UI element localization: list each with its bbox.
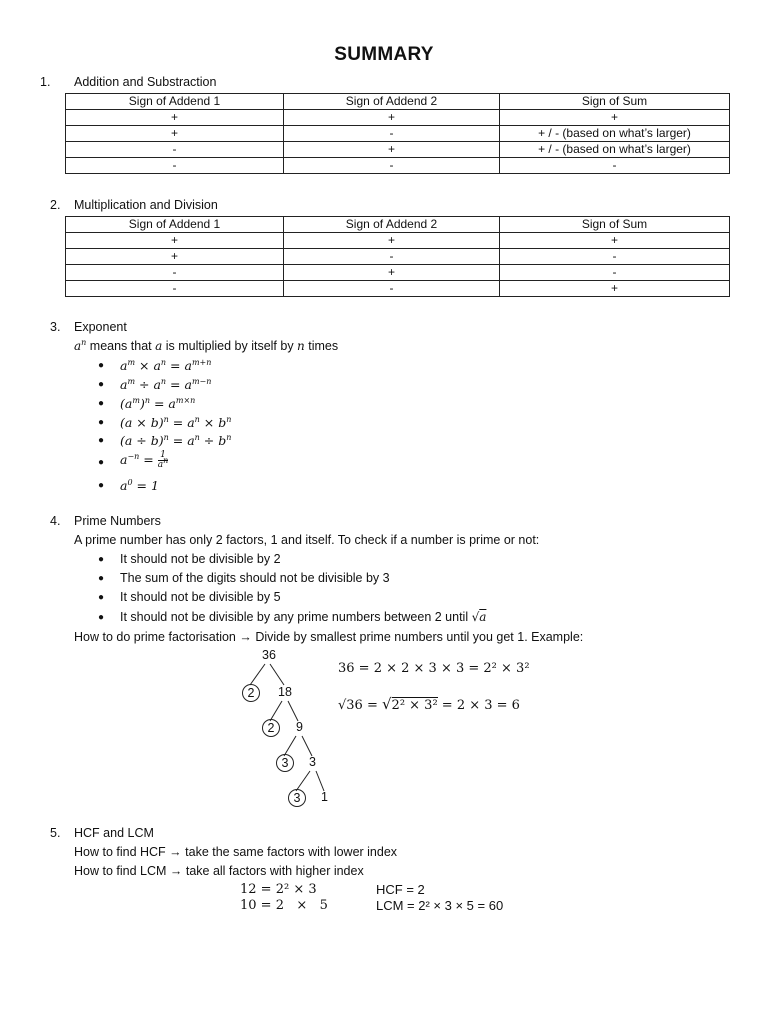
exponent-rule: $a^{-n}$ = $\frac{1}{a^n}$ — [120, 450, 169, 470]
prime-intro: A prime number has only 2 factors, 1 and itself. To check if a number is prime or not: — [74, 533, 540, 547]
factorisation-equation: 36 = 2 × 2 × 3 × 3 = 2² × 3² — [338, 661, 530, 676]
table-cell: + — [66, 249, 284, 265]
tree-node: 18 — [278, 685, 292, 699]
factor-10-equation: 10 = 2 × 5 — [240, 898, 328, 913]
prime-check-text: It should not be divisible by any prime numbers between 2 until — [120, 610, 472, 624]
tree-node: 1 — [321, 790, 328, 804]
table-cell: + — [284, 233, 500, 249]
hcf-method: How to find HCF → take the same factors with lower index — [74, 845, 398, 859]
hcf-result: HCF = 2 — [376, 882, 425, 897]
header-addend-2: Sign of Addend 2 — [284, 217, 500, 233]
exponent-rule: $a^0 = 1$ — [120, 477, 159, 493]
section-number: 5. — [50, 826, 61, 840]
section-number: 2. — [50, 198, 61, 212]
exponent-intro-text: means that — [86, 339, 156, 353]
exponent-intro-text: times — [304, 339, 339, 353]
table-cell: - — [500, 158, 730, 174]
exponent-rule: $a^m \div a^n = a^{m-n}$ — [120, 376, 212, 392]
bullet-icon: ● — [98, 573, 105, 584]
table-cell: + — [66, 110, 284, 126]
table-cell: + — [284, 110, 500, 126]
bullet-icon: ● — [98, 457, 105, 468]
tree-prime-circle: 2 — [242, 684, 260, 702]
table-cell: + — [284, 265, 500, 281]
table-cell: - — [284, 281, 500, 297]
exponent-rule: $(a \div b)^n = a^n \div b^n$ — [120, 432, 232, 448]
table-cell: + — [66, 233, 284, 249]
bullet-icon: ● — [98, 592, 105, 603]
bullet-icon: ● — [98, 398, 105, 409]
table-cell: - — [66, 265, 284, 281]
bullet-icon: ● — [98, 379, 105, 390]
table-cell: - — [66, 281, 284, 297]
exponent-rule: $(a^m)^n = a^{m\times n}$ — [120, 395, 196, 411]
sqrt-right: = 2 × 3 = 6 — [437, 698, 520, 713]
section-title: Addition and Substraction — [74, 75, 217, 89]
table-cell: + — [500, 233, 730, 249]
header-addend-1: Sign of Addend 1 — [66, 94, 284, 110]
tree-prime-circle: 3 — [276, 754, 294, 772]
table-cell: + — [500, 110, 730, 126]
exponent-rule: $(a \times b)^n = a^n \times b^n$ — [120, 414, 232, 430]
exponent-definition: $a^n$ means that a is multiplied by itself by n times — [74, 338, 339, 353]
table-cell: + / - (based on what’s larger) — [500, 142, 730, 158]
section-5-heading — [50, 826, 154, 840]
table-cell: + — [500, 281, 730, 297]
page-title: SUMMARY — [334, 44, 434, 65]
prime-check-item: It should not be divisible by 5 — [120, 590, 281, 604]
prime-check-item: It should not be divisible by any prime numbers between 2 until √a — [120, 610, 487, 624]
section-number: 4. — [50, 514, 61, 528]
sqrt-radicand: 2² × 3² — [391, 698, 438, 713]
section-title: Prime Numbers — [74, 514, 161, 528]
section-number: 3. — [50, 320, 61, 334]
table-cell: - — [284, 249, 500, 265]
section-title: HCF and LCM — [74, 826, 154, 840]
table-cell: - — [66, 158, 284, 174]
bullet-icon: ● — [98, 480, 105, 491]
bullet-icon: ● — [98, 554, 105, 565]
bullet-icon: ● — [98, 435, 105, 446]
table-cell: - — [284, 126, 500, 142]
table-cell: - — [284, 158, 500, 174]
section-number: 1. — [40, 75, 51, 89]
prime-check-item: It should not be divisible by 2 — [120, 552, 281, 566]
square-root-equation: √36 = √2² × 3² = 2 × 3 = 6 — [338, 695, 520, 713]
table-cell: + — [284, 142, 500, 158]
table-cell: - — [66, 142, 284, 158]
section-title: Multiplication and Division — [74, 198, 218, 212]
header-sum: Sign of Sum — [500, 94, 730, 110]
table-cell: + / - (based on what’s larger) — [500, 126, 730, 142]
section-title: Exponent — [74, 320, 127, 334]
prime-check-item: The sum of the digits should not be divisible by 3 — [120, 571, 390, 585]
table-cell: - — [500, 265, 730, 281]
exponent-intro-text: is multiplied by itself by — [162, 339, 298, 353]
header-addend-2: Sign of Addend 2 — [284, 94, 500, 110]
header-addend-1: Sign of Addend 1 — [66, 217, 284, 233]
lcm-method: How to find LCM → take all factors with higher index — [74, 864, 364, 878]
bullet-icon: ● — [98, 360, 105, 371]
header-sum: Sign of Sum — [500, 217, 730, 233]
tree-node: 9 — [296, 720, 303, 734]
exponent-rule: $a^m \times a^n = a^{m+n}$ — [120, 357, 212, 373]
table-cell: + — [66, 126, 284, 142]
tree-node: 3 — [309, 755, 316, 769]
bullet-icon: ● — [98, 417, 105, 428]
factor-12-equation: 12 = 2² × 3 — [240, 882, 317, 897]
sqrt-left: √36 = — [338, 698, 382, 713]
bullet-icon: ● — [98, 612, 105, 623]
factorisation-intro: How to do prime factorisation → Divide by smallest prime numbers until you get 1. Example: — [74, 630, 584, 644]
tree-prime-circle: 3 — [288, 789, 306, 807]
table-cell: - — [500, 249, 730, 265]
tree-prime-circle: 2 — [262, 719, 280, 737]
lcm-result: LCM = 2² × 3 × 5 = 60 — [376, 898, 504, 913]
tree-node: 36 — [262, 648, 276, 662]
